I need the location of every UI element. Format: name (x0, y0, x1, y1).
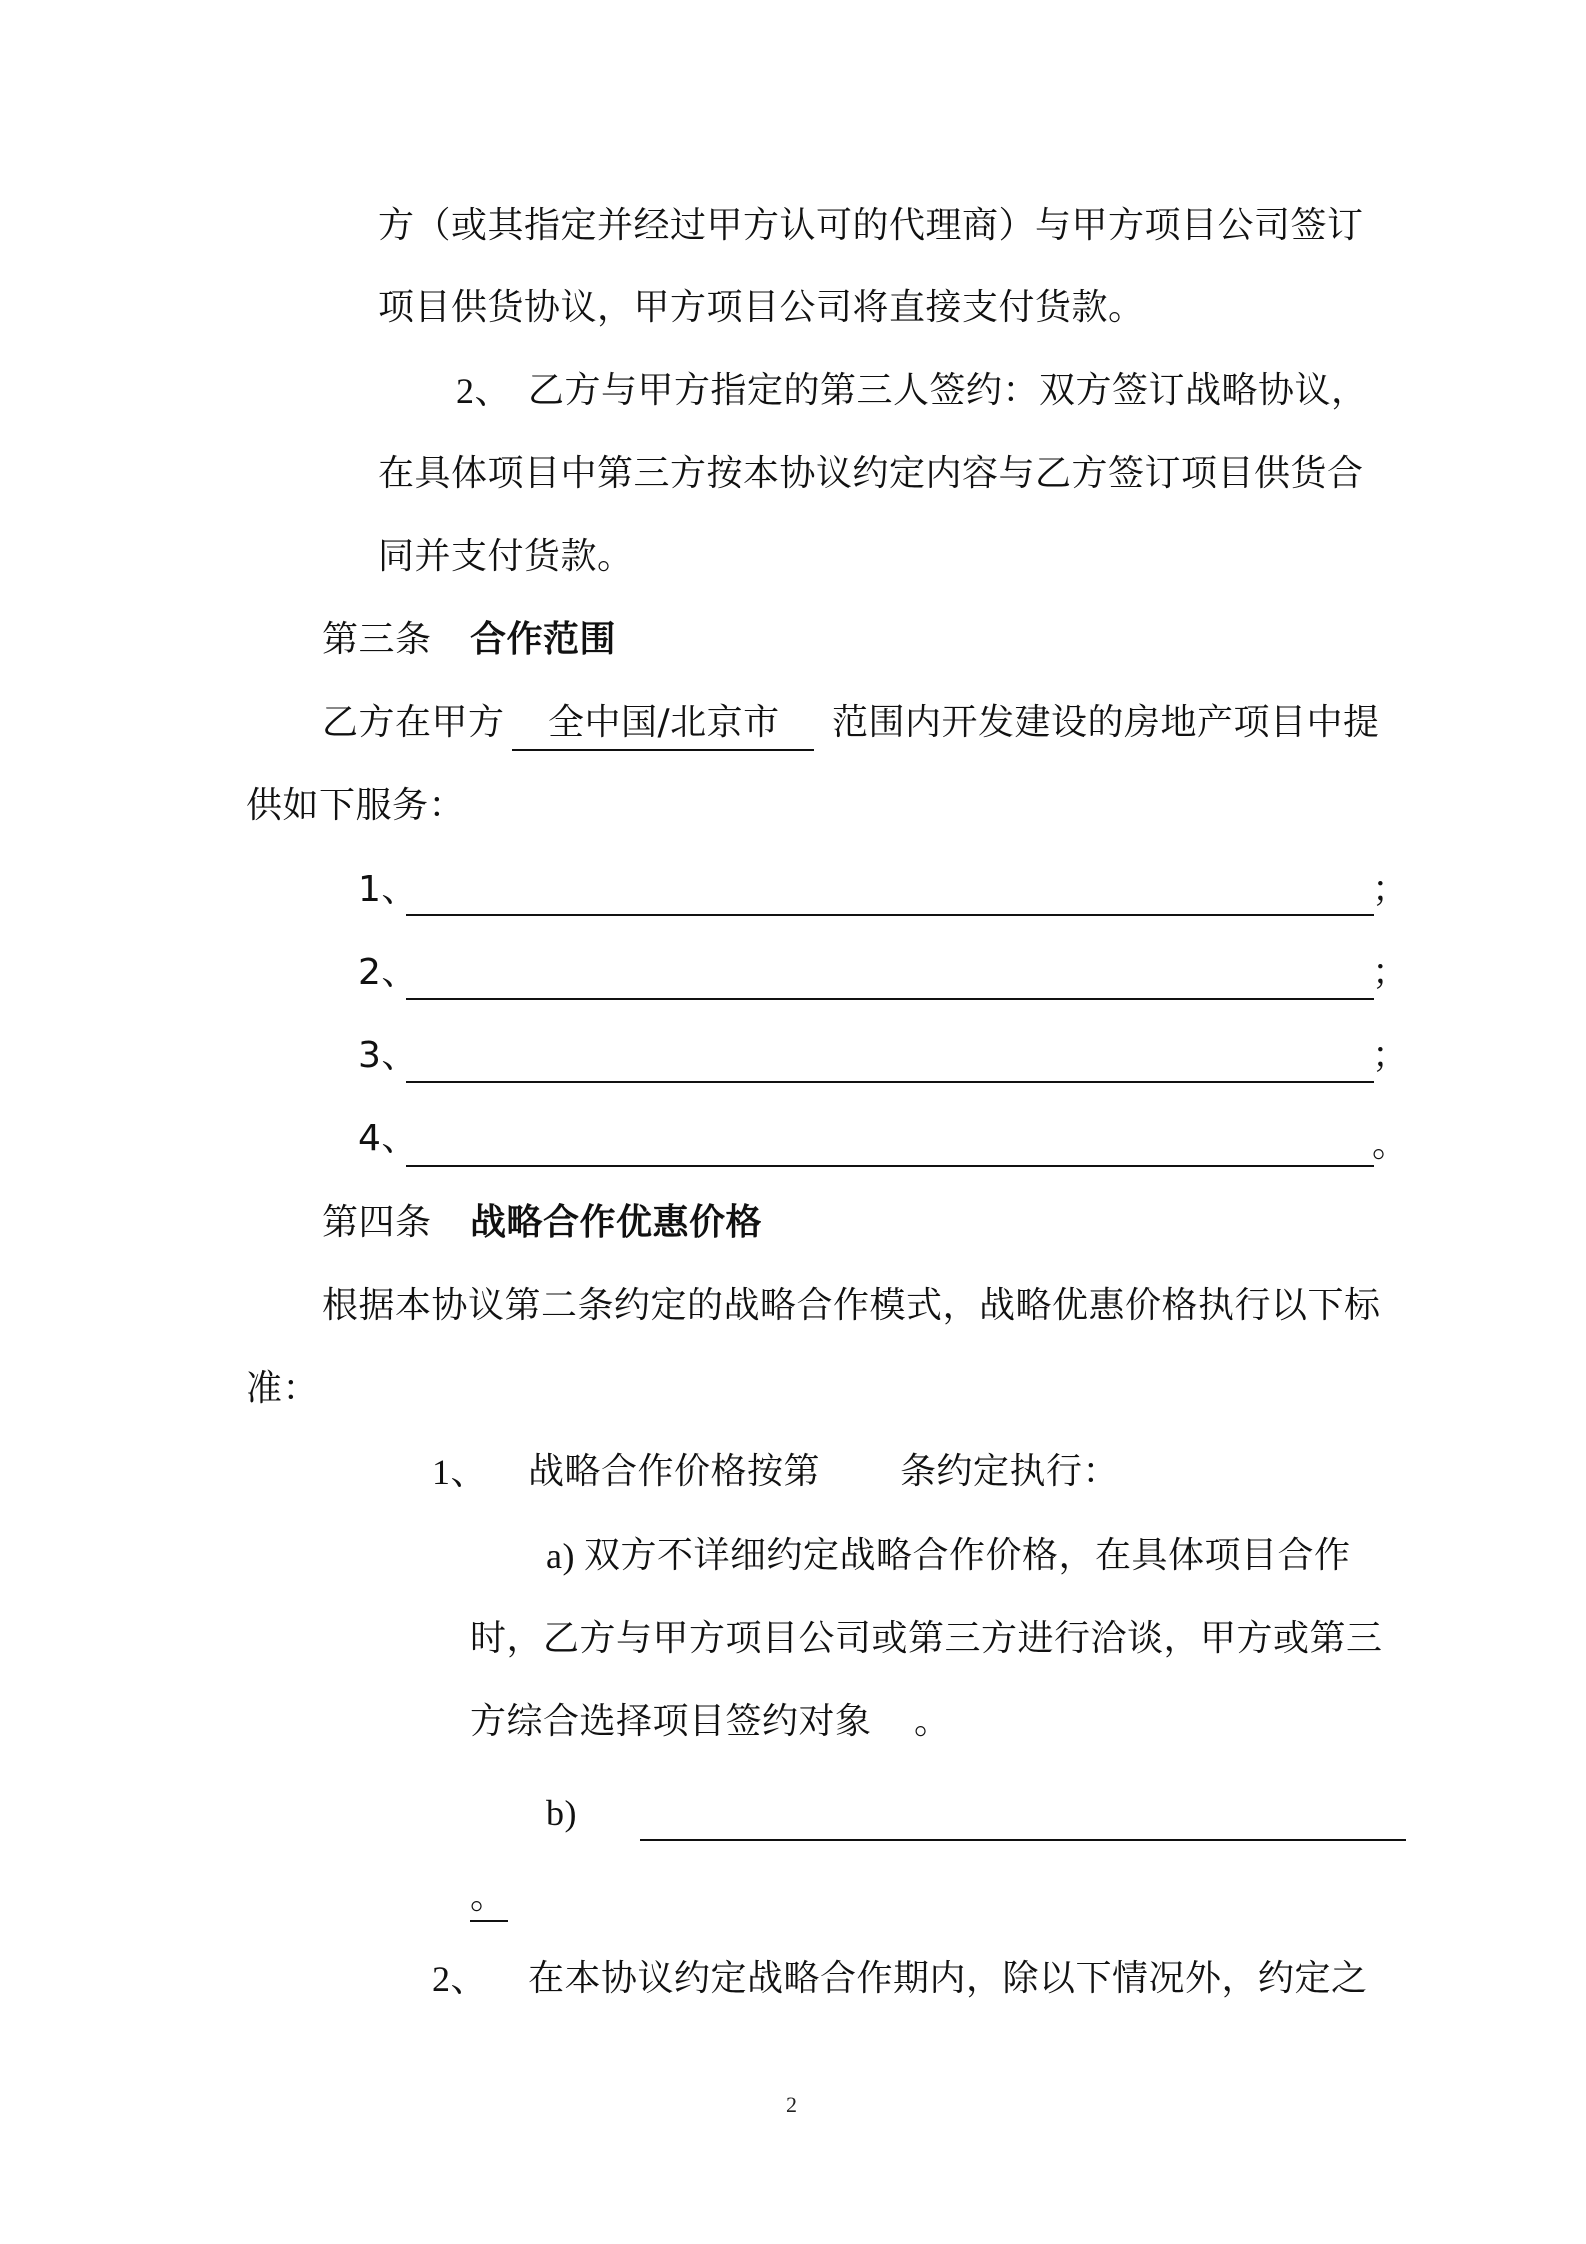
text-line: 乙方与甲方指定的第三人签约：双方签订战略协议， (528, 370, 1368, 411)
text-line: 战略合作价格按第 (528, 1451, 821, 1492)
blank-underline (640, 1839, 1406, 1841)
article-heading-title: 战略合作优惠价格 (470, 1202, 763, 1243)
list-number: 1、 (358, 869, 418, 910)
fill-in-value: 全中国/北京市 (548, 702, 780, 743)
text-line: 同并支付货款。 (378, 536, 634, 577)
text-line: 条约定执行： (900, 1451, 1120, 1492)
text-line: 。 (914, 1701, 951, 1742)
text-line: 方（或其指定并经过甲方认可的代理商）与甲方项目公司签订 (378, 205, 1364, 246)
list-end-punct: 。 (1372, 1124, 1409, 1165)
blank-underline (406, 914, 1374, 916)
text-line: 在具体项目中第三方按本协议约定内容与乙方签订项目供货合 (378, 453, 1364, 494)
list-number: 4、 (358, 1118, 418, 1159)
list-number: 2、 (432, 1959, 488, 1999)
text-line: 根据本协议第二条约定的战略合作模式，战略优惠价格执行以下标 (322, 1285, 1381, 1326)
sub-item-label: b) (546, 1793, 577, 1833)
blank-underline (470, 1920, 508, 1922)
list-number: 2、 (456, 371, 512, 411)
text-line: 。 (470, 1876, 507, 1917)
text-line: 准： (246, 1368, 320, 1409)
list-end-punct: ； (1372, 869, 1409, 910)
text-line: 方综合选择项目签约对象 (470, 1701, 872, 1742)
text-line: 在本协议约定战略合作期内，除以下情况外，约定之 (528, 1958, 1368, 1999)
list-end-punct: ； (1372, 952, 1409, 993)
fill-in-underline (512, 749, 814, 751)
list-number: 3、 (358, 1035, 418, 1076)
article-heading-number: 第三条 (322, 619, 432, 660)
blank-underline (406, 1165, 1374, 1167)
text-line: 供如下服务： (246, 785, 466, 826)
text-line: 项目供货协议，甲方项目公司将直接支付货款。 (378, 287, 1145, 328)
text-line: 时，乙方与甲方项目公司或第三方进行洽谈，甲方或第三 (470, 1618, 1383, 1659)
text-line: 乙方在甲方 (322, 702, 505, 743)
text-line: 双方不详细约定战略合作价格，在具体项目合作 (584, 1535, 1351, 1576)
list-number: 2、 (358, 952, 418, 993)
page-number: 2 (786, 2092, 797, 2117)
text-line: 范围内开发建设的房地产项目中提 (832, 702, 1380, 743)
list-number: 1、 (432, 1452, 488, 1492)
article-heading-title: 合作范围 (470, 619, 617, 660)
blank-underline (406, 1081, 1374, 1083)
sub-item-label: a) (546, 1536, 575, 1576)
article-heading-number: 第四条 (322, 1202, 432, 1243)
blank-underline (406, 998, 1374, 1000)
list-end-punct: ； (1372, 1035, 1409, 1076)
